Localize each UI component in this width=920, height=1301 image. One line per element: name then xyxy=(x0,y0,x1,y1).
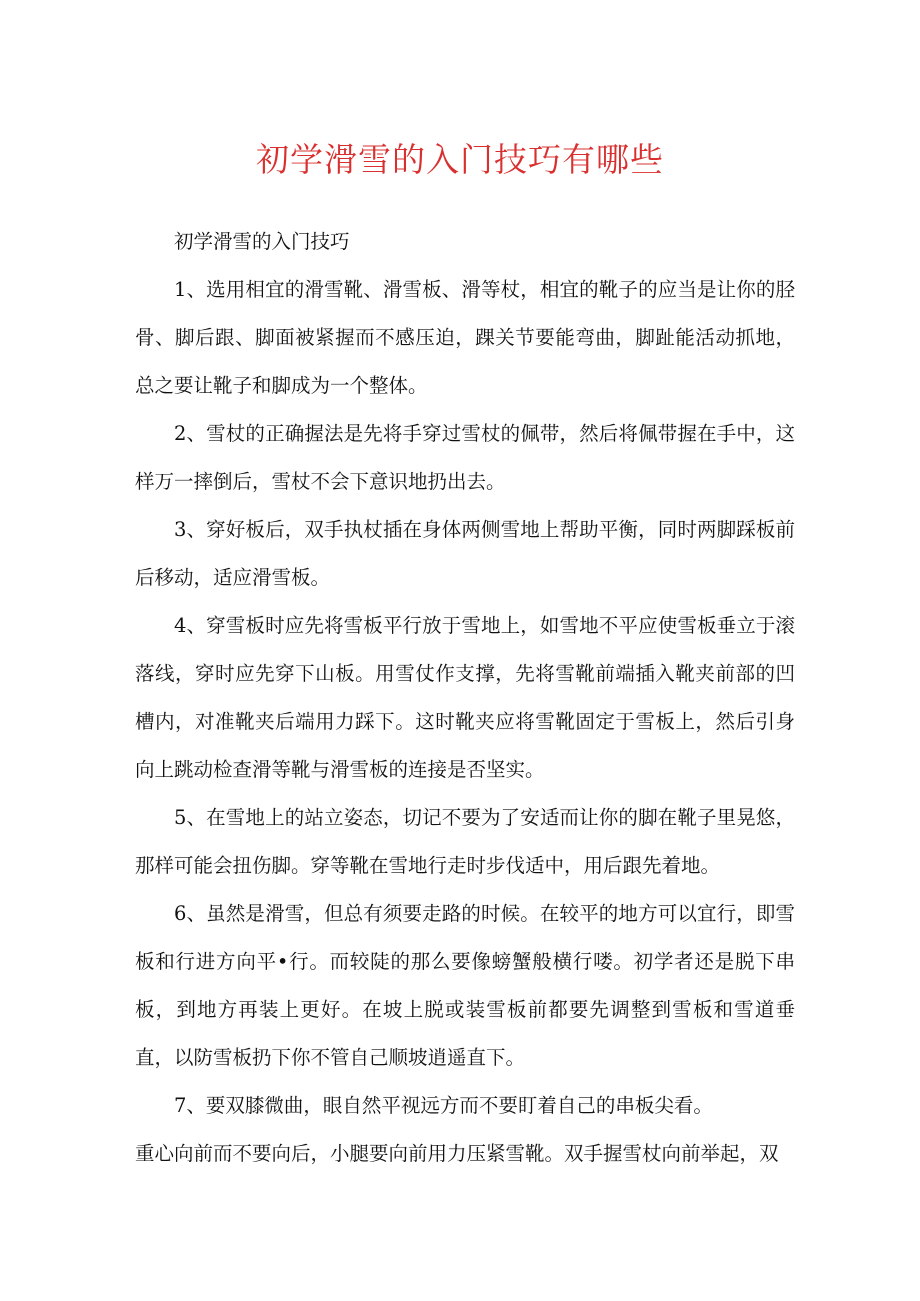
paragraph-1: 1、选用相宜的滑雪靴、滑雪板、滑等杖，相宜的靴子的应当是让你的胫骨、脚后跟、脚面被紧握而不感压迫，踝关节要能弯曲，脚趾能活动抓地，总之要让靴子和脚成为一个整体。 xyxy=(135,278,795,397)
section-heading: 初学滑雪的入门技巧 xyxy=(174,230,350,253)
document-body xyxy=(135,218,795,1178)
paragraph-5: 5、在雪地上的站立姿态，切记不要为了安适而让你的脚在靴子里晃悠，那样可能会扭伤脚。穿等靴在雪地行走时步伐适中，用后跟先着地。 xyxy=(135,806,795,877)
page-title: 初学滑雪的入门技巧有哪些 xyxy=(256,140,664,179)
trailing-line: 重心向前而不要向后，小腿要向前用力压紧雪靴。双手握雪杖向前举起，双 xyxy=(135,1142,779,1165)
paragraph-4: 4、穿雪板时应先将雪板平行放于雪地上，如雪地不平应使雪板垂立于滚落线，穿时应先穿下山板。用雪仗作支撑，先将雪靴前端插入靴夹前部的凹槽内，对准靴夹后端用力踩下。这时靴夹应将雪靴固定于雪板上，然后引身向上跳动检查滑等靴与滑雪板的连接是否坚实。 xyxy=(135,614,795,781)
paragraph-7: 7、要双膝微曲，眼自然平视远方而不要盯着自己的串板尖看。 xyxy=(174,1094,713,1117)
paragraph-6: 6、虽然是滑雪，但总有须要走路的时候。在较平的地方可以宜行，即雪板和行进方向平•行。而较陡的那么要像螃蟹般横行喽。初学者还是脱下串板，到地方再装上更好。在坡上脱或装雪板前都要先调整到雪板和雪道垂直，以防雪板扔下你不管自己顺坡逍遥直下。 xyxy=(135,902,795,1069)
paragraph-3: 3、穿好板后，双手执杖插在身体两侧雪地上帮助平衡，同时两脚踩板前后移动，适应滑雪板。 xyxy=(135,518,795,589)
paragraph-2: 2、雪杖的正确握法是先将手穿过雪杖的佩带，然后将佩带握在手中，这样万一摔倒后，雪杖不会下意识地扔出去。 xyxy=(135,422,795,493)
